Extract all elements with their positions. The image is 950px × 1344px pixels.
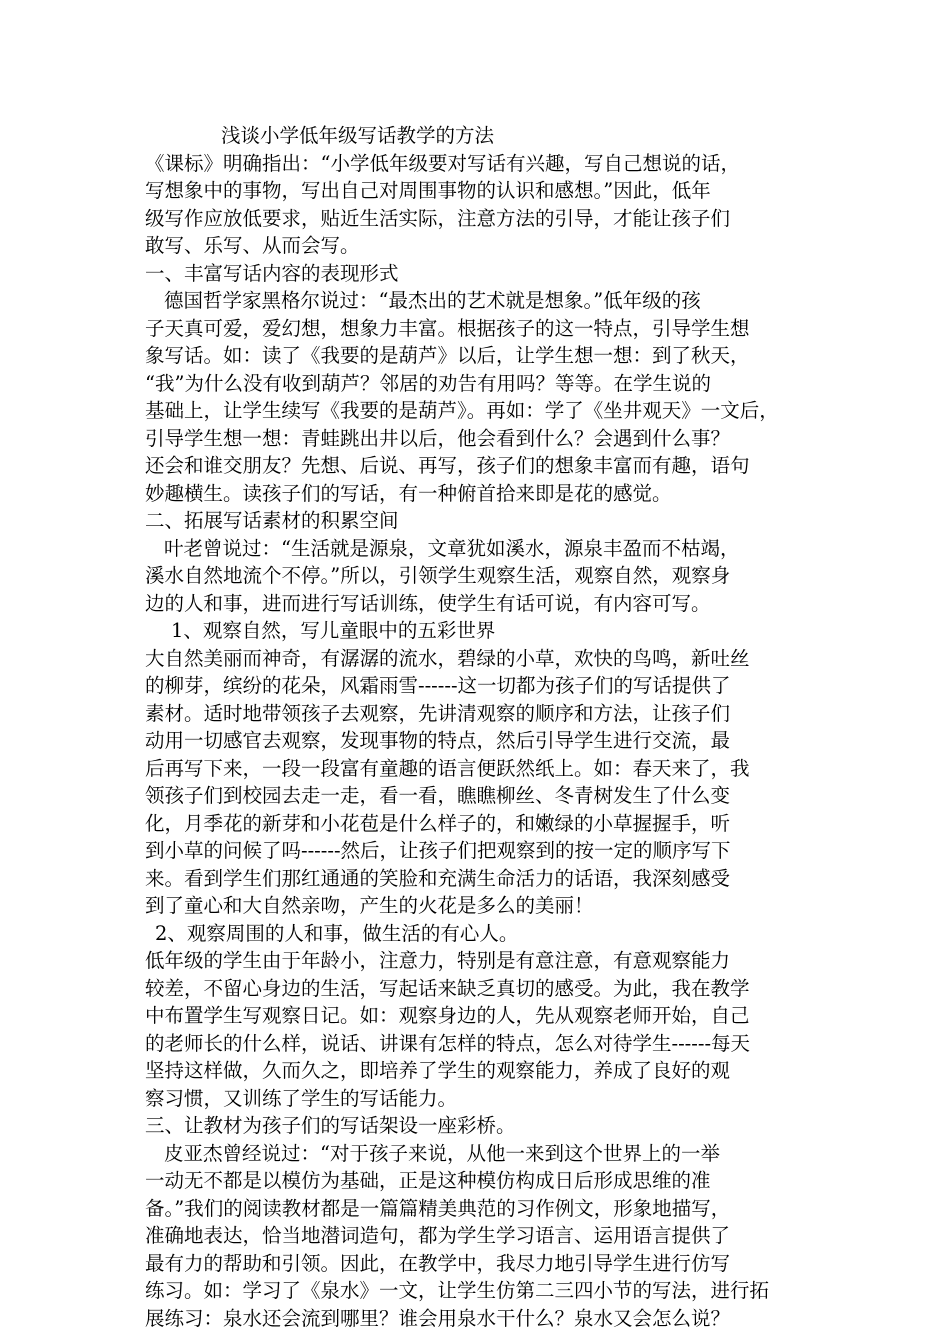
- text-line: 化，月季花的新芽和小花苞是什么样子的，和嫩绿的小草握握手，听: [145, 811, 731, 835]
- text-line: 低年级的学生由于年龄小，注意力，特别是有意注意，有意观察能力: [145, 949, 731, 972]
- text-line: 《课标》明确指出：“小学低年级要对写话有兴趣，写自己想说的话，: [145, 151, 740, 175]
- text-line: 一动无不都是以模仿为基础，正是这种模仿构成日后形成思维的准: [145, 1169, 711, 1192]
- document-title: 浅谈小学低年级写话教学的方法: [221, 124, 495, 147]
- text-line: 备。”我们的阅读教材都是一篇篇精美典范的习作例文，形象地描写，: [145, 1196, 731, 1220]
- text-line: 溪水自然地流个不停。”所以，引领学生观察生活，观察自然，观察身: [145, 564, 731, 587]
- text-line: 叶老曾说过：“生活就是源泉，文章犹如溪水，源泉丰盈而不枯竭，: [164, 536, 740, 560]
- text-line: 领孩子们到校园去走一走，看一看，瞧瞧柳丝、冬青树发生了什么变: [145, 784, 731, 807]
- text-line: 边的人和事，进而进行写话训练，使学生有话可说，有内容可写。: [145, 591, 711, 615]
- text-line: 还会和谁交朋友？先想、后说、再写，孩子们的想象丰富而有趣，语句: [145, 454, 750, 477]
- text-line: 最有力的帮助和引领。因此，在教学中，我尽力地引导学生进行仿写: [145, 1251, 731, 1275]
- text-line: 较差，不留心身边的生活，写起话来缺乏真切的感受。为此，我在教学: [145, 976, 750, 1000]
- section-heading: 一、丰富写话内容的表现形式: [145, 261, 399, 285]
- text-line: 坚持这样做，久而久之，即培养了学生的观察能力，养成了良好的观: [145, 1059, 731, 1082]
- text-line: 写想象中的事物，写出自己对周围事物的认识和感想。”因此，低年: [145, 179, 711, 202]
- text-line: 准确地表达，恰当地潜词造句，都为学生学习语言、运用语言提供了: [145, 1224, 731, 1247]
- text-line: 敢写、乐写、从而会写。: [145, 234, 360, 257]
- text-line: “我”为什么没有收到葫芦？邻居的劝告有用吗？等等。在学生说的: [145, 371, 711, 395]
- text-line: 素材。适时地带领孩子去观察，先讲清观察的顺序和方法，让孩子们: [145, 701, 731, 725]
- text-line: 子天真可爱，爱幻想，想象力丰富。根据孩子的这一特点，引导学生想: [145, 316, 750, 340]
- text-line: 妙趣横生。读孩子们的写话，有一种俯首拾来即是花的感觉。: [145, 481, 672, 505]
- text-line: 展练习：泉水还会流到哪里？谁会用泉水干什么？泉水又会怎么说？: [145, 1306, 731, 1330]
- text-line: 察习惯，又训练了学生的写话能力。: [145, 1086, 458, 1110]
- text-line: 引导学生想一想：青蛙跳出井以后，他会看到什么？会遇到什么事？: [145, 426, 731, 450]
- text-line: 中布置学生写观察日记。如：观察身边的人，先从观察老师开始，自己: [145, 1004, 750, 1027]
- subsection-heading: 2、观察周围的人和事，做生活的有心人。: [155, 921, 519, 945]
- text-line: 练习。如：学习了《泉水》一文，让学生仿第二三四小节的写法，进行拓: [145, 1279, 770, 1302]
- section-heading: 二、拓展写话素材的积累空间: [145, 509, 399, 532]
- text-line: 象写话。如：读了《我要的是葫芦》以后，让学生想一想：到了秋天，: [145, 344, 750, 367]
- text-line: 德国哲学家黑格尔说过：“最杰出的艺术就是想象。”低年级的孩: [164, 289, 701, 312]
- text-line: 动用一切感官去观察，发现事物的特点，然后引导学生进行交流，最: [145, 729, 731, 752]
- text-line: 的老师长的什么样，说话、讲课有怎样的特点，怎么对待学生------每天: [145, 1031, 751, 1055]
- section-heading: 三、让教材为孩子们的写话架设一座彩桥。: [145, 1114, 516, 1137]
- subsection-heading: 1、观察自然，写儿童眼中的五彩世界: [171, 619, 496, 642]
- text-line: 级写作应放低要求，贴近生活实际，注意方法的引导，才能让孩子们: [145, 206, 731, 230]
- text-line: 基础上，让学生续写《我要的是葫芦》。再如：学了《坐井观天》一文后，: [145, 399, 779, 422]
- text-line: 皮亚杰曾经说过：“对于孩子来说，从他一来到这个世界上的一举: [164, 1141, 720, 1165]
- text-line: 的柳芽，缤纷的花朵，风霜雨雪------这一切都为孩子们的写话提供了: [145, 674, 731, 697]
- text-line: 后再写下来，一段一段富有童趣的语言便跃然纸上。如：春天来了，我: [145, 756, 750, 780]
- document-body: [145, 122, 815, 1332]
- text-line: 来。看到学生们那红通通的笑脸和充满生命活力的话语，我深刻感受: [145, 866, 731, 890]
- text-line: 大自然美丽而神奇，有潺潺的流水，碧绿的小草，欢快的鸟鸣，新吐丝: [145, 646, 750, 670]
- text-line: 到小草的问候了吗------然后，让孩子们把观察到的按一定的顺序写下: [145, 839, 731, 862]
- text-line: 到了童心和大自然亲吻，产生的火花是多么的美丽！: [145, 894, 594, 917]
